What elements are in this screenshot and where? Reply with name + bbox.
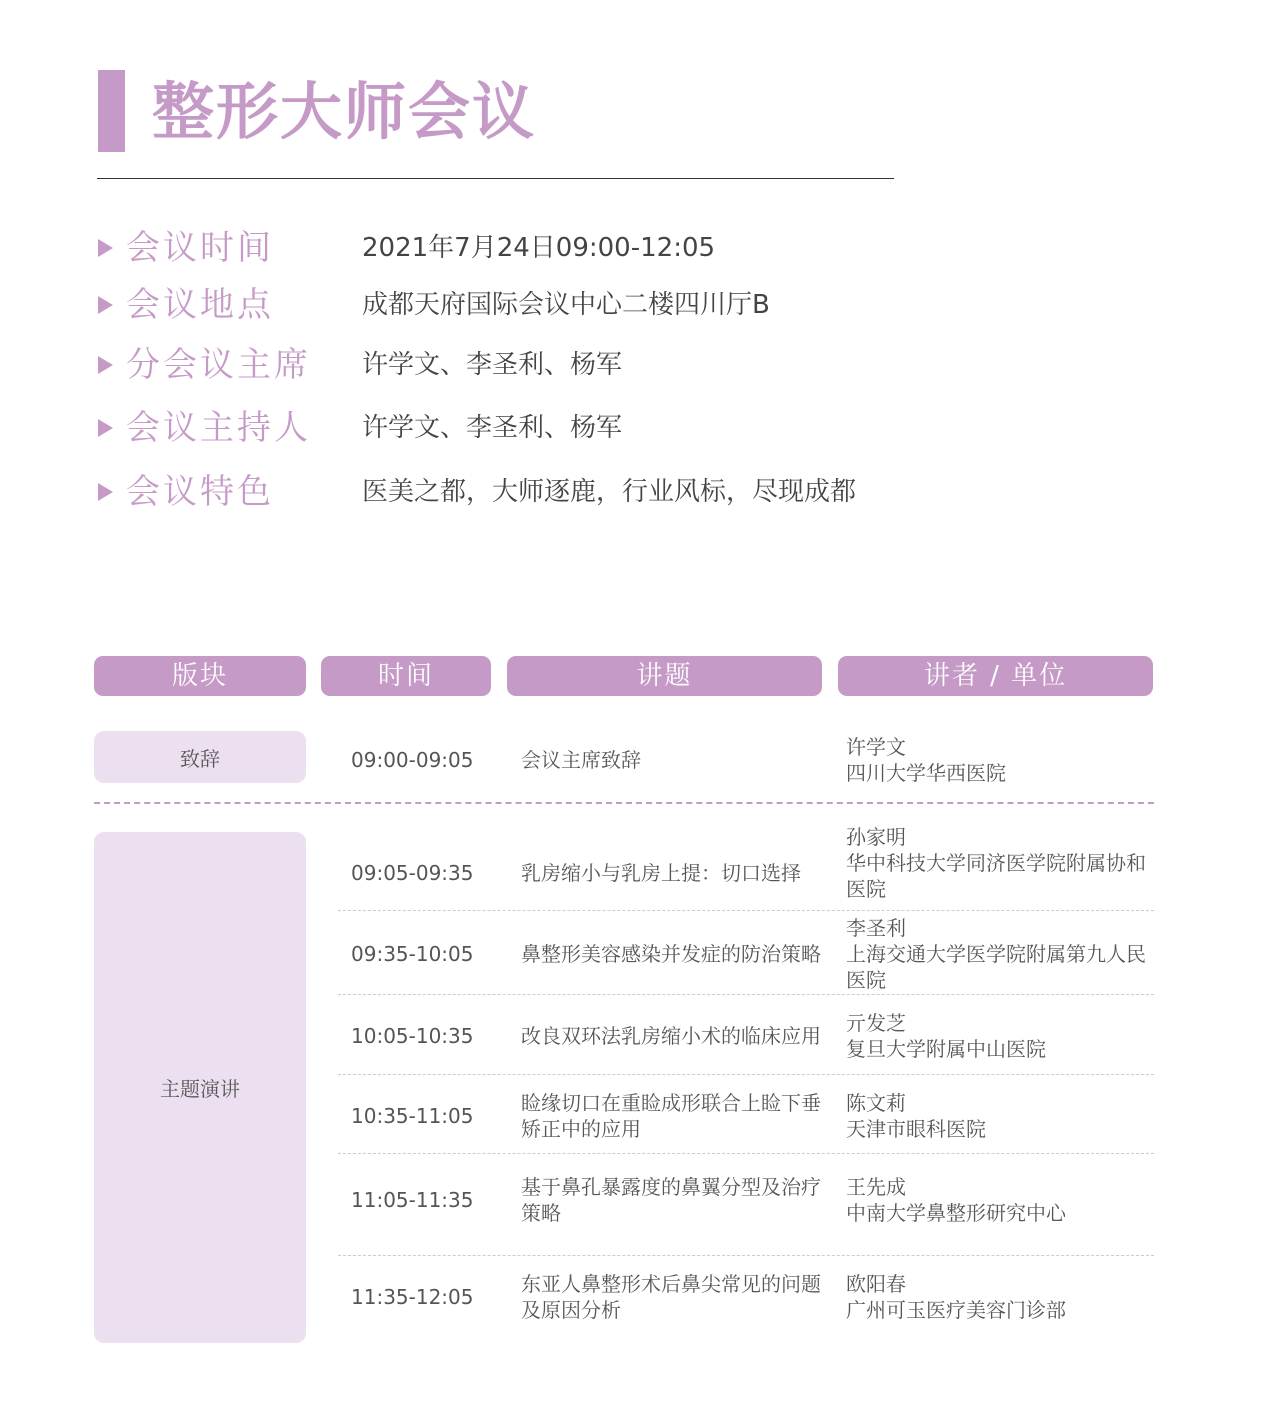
row-speaker <box>846 1155 1156 1245</box>
row-speaker <box>846 912 1156 996</box>
row-topic: 睑缘切口在重睑成形联合上睑下垂矫正中的应用 <box>521 1091 821 1141</box>
header-speaker: 讲者 / 单位 <box>838 656 1153 696</box>
info-label: 会议特色 <box>126 472 274 512</box>
row-time: 10:05-10:35 <box>351 1024 474 1048</box>
speaker-unit: 广州可玉医疗美容门诊部 <box>846 1298 1066 1322</box>
triangle-right-icon <box>98 239 113 257</box>
info-label: 会议时间 <box>126 228 274 268</box>
speaker-unit: 复旦大学附属中山医院 <box>846 1037 1046 1061</box>
speaker-name: 王先成 <box>846 1175 906 1199</box>
triangle-right-icon <box>98 356 113 374</box>
section-divider <box>94 802 1154 804</box>
info-value: 医美之都，大师逐鹿，行业风标，尽现成都 <box>362 477 857 507</box>
speaker-name: 孙家明 <box>846 825 906 849</box>
row-divider <box>338 1153 1154 1154</box>
row-time: 10:35-11:05 <box>351 1104 474 1128</box>
section-keynote <box>94 832 306 1343</box>
row-speaker <box>846 1076 1156 1156</box>
info-row-feature <box>98 470 998 514</box>
section-label: 主题演讲 <box>160 1077 240 1101</box>
section-label: 致辞 <box>180 746 220 771</box>
triangle-right-icon <box>98 483 113 501</box>
speaker-unit: 中南大学鼻整形研究中心 <box>846 1201 1066 1225</box>
row-topic: 鼻整形美容感染并发症的防治策略 <box>521 942 821 966</box>
speaker-name: 欧阳春 <box>846 1272 906 1296</box>
speaker-name: 亓发芝 <box>846 1011 906 1035</box>
row-speaker <box>846 822 1156 904</box>
info-label: 会议主持人 <box>126 408 311 448</box>
triangle-right-icon <box>98 296 113 314</box>
row-topic: 乳房缩小与乳房上提：切口选择 <box>521 861 801 885</box>
row-time: 09:05-09:35 <box>351 861 474 885</box>
header-time: 时间 <box>321 656 491 696</box>
triangle-right-icon <box>98 419 113 437</box>
speaker-unit: 天津市眼科医院 <box>846 1117 986 1141</box>
speaker-unit: 华中科技大学同济医学院附属协和医院 <box>846 851 1146 901</box>
info-value: 2021年7月24日09:00-12:05 <box>362 233 716 263</box>
info-value: 许学文、李圣利、杨军 <box>362 413 623 443</box>
row-divider <box>338 1074 1154 1075</box>
info-row-host <box>98 406 998 450</box>
title-divider <box>97 178 894 179</box>
speaker-name: 陈文莉 <box>846 1091 906 1115</box>
info-row-time <box>98 226 998 270</box>
info-label: 分会议主席 <box>126 345 311 385</box>
row-topic: 会议主席致辞 <box>521 748 641 772</box>
row-topic: 改良双环法乳房缩小术的临床应用 <box>521 1024 821 1048</box>
row-divider <box>338 994 1154 995</box>
section-opening <box>94 731 306 783</box>
row-speaker <box>846 1257 1156 1337</box>
speaker-unit: 上海交通大学医学院附属第九人民医院 <box>846 942 1146 992</box>
speaker-name: 李圣利 <box>846 916 906 940</box>
header-section: 版块 <box>94 656 306 696</box>
row-topic: 基于鼻孔暴露度的鼻翼分型及治疗策略 <box>521 1175 821 1225</box>
info-row-venue <box>98 283 998 327</box>
header-topic: 讲题 <box>507 656 822 696</box>
row-topic: 东亚人鼻整形术后鼻尖常见的问题及原因分析 <box>521 1272 821 1322</box>
row-divider <box>338 1255 1154 1256</box>
title-accent-bar <box>98 70 125 152</box>
info-value: 许学文、李圣利、杨军 <box>362 350 623 380</box>
speaker-name: 许学文 <box>846 735 906 759</box>
row-time: 09:35-10:05 <box>351 942 474 966</box>
page-title: 整形大师会议 <box>152 75 537 148</box>
row-time: 11:05-11:35 <box>351 1188 474 1212</box>
row-speaker <box>846 731 1156 789</box>
speaker-unit: 四川大学华西医院 <box>846 761 1006 785</box>
info-row-chair <box>98 343 998 387</box>
row-time: 11:35-12:05 <box>351 1285 474 1309</box>
info-value: 成都天府国际会议中心二楼四川厅B <box>362 290 770 320</box>
row-divider <box>338 910 1154 911</box>
info-label: 会议地点 <box>126 285 274 325</box>
row-time: 09:00-09:05 <box>351 748 474 772</box>
row-speaker <box>846 996 1156 1076</box>
